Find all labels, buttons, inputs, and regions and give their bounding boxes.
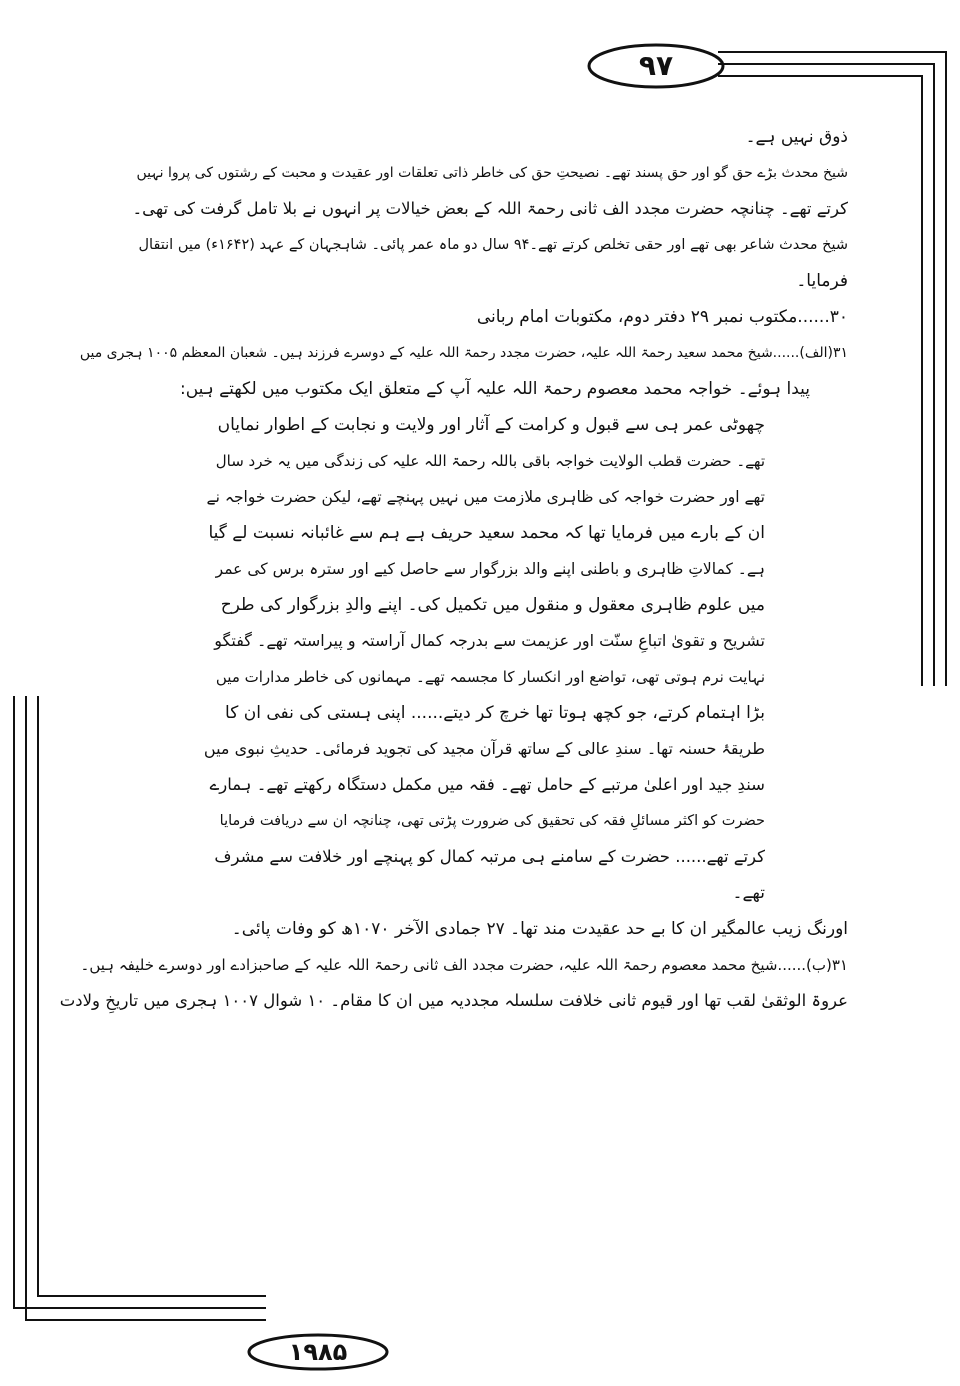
quote-line: حضرت کو اکثر مسائلِ فقہ کی تحقیق کی ضرورت پڑتی تھی، چنانچہ ان سے دریافت فرمایا bbox=[219, 813, 765, 829]
footnote-31-be: ۳۱(ب)......شیخ محمد معصوم رحمۃ اللہ علیہ، حضرت مجدد الف ثانی رحمۃ اللہ علیہ کے صاحبزادے اور دوسرے خلیفہ ہیں۔ bbox=[80, 956, 848, 974]
quote-line: ان کے بارے میں فرمایا تھا کہ محمد سعید حریف ہے ہم سے غائبانہ نسبت لے گیا bbox=[208, 523, 765, 543]
text-line: ذوق نہیں ہے۔ bbox=[745, 127, 848, 147]
quote-line: ہے۔ کمالاتِ ظاہری و باطنی اپنے والد بزرگوار سے حاصل کیے اور سترہ برس کی عمر bbox=[215, 560, 765, 578]
quote-line: چھوٹی عمر ہی سے قبول و کرامت کے آثار اور ولایت و نجابت کے اطوار نمایاں bbox=[217, 415, 765, 435]
quote-line: کرتے تھے...... حضرت کے سامنے ہی مرتبہ کمال کو پہنچے اور خلافت سے مشرف bbox=[214, 847, 765, 866]
text-line: پیدا ہوئے۔ خواجہ محمد معصوم رحمۃ اللہ علیہ آپ کے متعلق ایک مکتوب میں لکھتے ہیں: bbox=[179, 379, 810, 399]
quote-line: تشریح و تقویٰ اتباعِ سنّت اور عزیمت سے بدرجہ کمال آراستہ و پیراستہ تھے۔ گفتگو bbox=[214, 631, 765, 650]
text-line: شیخ محدث بڑے حق گو اور حق پسند تھے۔ نصیحتِ حق کی خاطر ذاتی تعلقات اور عقیدت و محبت کے رشتوں کی پروا نہیں bbox=[136, 165, 848, 181]
text-line: اورنگ زیب عالمگیر ان کا بے حد عقیدت مند تھا۔ ۲۷ جمادی الآخر ۱۰۷۰ھ کو وفات پائی۔ bbox=[231, 919, 848, 939]
quote-line: نہایت نرم ہوتی تھی، تواضع اور انکسار کا مجسمہ تھے۔ مہمانوں کی خاطر مدارات میں bbox=[215, 668, 765, 686]
quote-line: طریقۂ حسنہ تھا۔ سندِ عالی کے ساتھ قرآن مجید کی تجوید فرمائی۔ حدیثِ نبوی میں bbox=[203, 739, 765, 758]
quote-line: تھے۔ حضرت قطب الولایت خواجہ باقی باللہ رحمۃ اللہ علیہ کی زندگی میں یہ خرد سال bbox=[215, 452, 765, 470]
quote-line: سندِ جید اور اعلیٰ مرتبے کے حامل تھے۔ فقہ میں مکمل دستگاہ رکھتے تھے۔ ہمارے bbox=[209, 775, 765, 794]
quote-line: تھے۔ bbox=[732, 883, 765, 903]
footnote-31-alif: ۳۱(الف)......شیخ محمد سعید رحمۃ اللہ علیہ، حضرت مجدد رحمۃ اللہ علیہ کے دوسرے فرزند ہیں۔ شعبان المعظم ۱۰۰۵ ہجری میں bbox=[79, 345, 848, 361]
quote-line: تھے اور حضرت خواجہ کی ظاہری ملازمت میں نہیں پہنچے تھے، لیکن حضرت خواجہ نے bbox=[206, 488, 765, 506]
text-line: شیخ محدث شاعر بھی تھے اور حقی تخلص کرتے تھے۔۹۴ سال دو ماہ عمر پائی۔ شاہجہان کے عہد (۱۶۴۲ء) میں انتقال bbox=[138, 237, 848, 253]
page-number-top: ۹۷ bbox=[638, 49, 674, 82]
quote-line: میں علوم ظاہری معقول و منقول میں تکمیل کی۔ اپنے والدِ بزرگوار کی طرح bbox=[220, 595, 765, 615]
text-line: عروۃ الوثقیٰ لقب تھا اور قیوم ثانی خلافت سلسلہ مجددیہ میں ان کا مقام۔ ۱۰ شوال ۱۰۰۷ ہجری میں تاریخِ ولادت bbox=[59, 991, 848, 1010]
quote-line: بڑا اہتمام کرتے، جو کچھ ہوتا تھا خرچ کر دیتے...... اپنی ہستی کی نفی ان کا bbox=[225, 703, 765, 723]
page-number-bottom: ۱۹۸۵ bbox=[288, 1338, 348, 1366]
text-line: فرمایا۔ bbox=[796, 271, 848, 291]
text-line: کرتے تھے۔ چنانچہ حضرت مجدد الف ثانی رحمۃ اللہ کے بعض خیالات پر انہوں نے بلا تامل گرفت کی تھی۔ bbox=[132, 199, 848, 218]
footnote-30: ۳۰......مکتوب نمبر ۲۹ دفتر دوم، مکتوبات امام ربانی bbox=[476, 307, 848, 327]
